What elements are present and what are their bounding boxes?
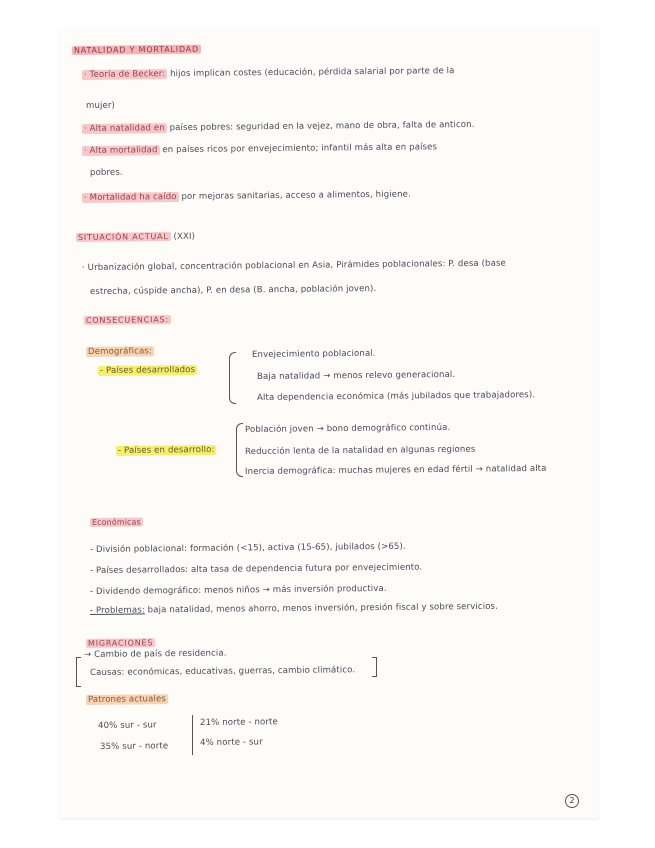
- migraciones-bracket-left: [76, 657, 81, 687]
- alta-natalidad-label: · Alta natalidad en: [83, 123, 165, 134]
- alta-mortalidad-text: en países ricos por envejecimiento; infantil más alta en países: [159, 142, 438, 156]
- economicas-line-3: - Dividendo demográfico: menos niños → más inversión productiva.: [89, 583, 387, 597]
- situacion-line-1: · Urbanización global, concentración poblacional en Asia, Pirámides poblacionales: P. desa (base: [81, 258, 506, 273]
- desarrollados-item-1: Envejecimiento poblacional.: [251, 348, 376, 360]
- patron-4: 4% norte - sur: [199, 737, 263, 748]
- alta-natalidad-text: países pobres: seguridad en la vejez, mano de obra, falta de anticon.: [166, 119, 475, 134]
- situacion-line-2: estrecha, cúspide ancha), P. en desa (B. ancha, población joven).: [89, 284, 377, 297]
- alta-mortalidad-label: · Alta mortalidad: [83, 145, 158, 156]
- becker-text: hijos implican costes (educación, pérdida salarial por parte de la: [167, 66, 455, 80]
- en-desarrollo-item-2: Reducción lenta de la natalidad en algunas regiones: [244, 444, 476, 457]
- becker-label: · Teoría de Becker:: [83, 69, 166, 80]
- patrones-heading: Patrones actuales: [87, 694, 166, 705]
- en-desarrollo-item-1: Población joven → bono demográfico continúa.: [244, 422, 451, 435]
- migraciones-line-1: → Cambio de país de residencia.: [83, 648, 227, 660]
- problemas-text: baja natalidad, menos ahorro, menos inversión, presión fiscal y sobre servicios.: [144, 601, 498, 616]
- natalidad-line-1-cont: mujer): [85, 100, 116, 111]
- situacion-heading-row: [76, 232, 195, 243]
- economicas-heading: Económicas: [91, 517, 141, 527]
- en-desarrollo-item-3: Inercia demográfica: muchas mujeres en edad fértil → natalidad alta: [244, 463, 547, 477]
- economicas-line-1: - División poblacional: formación (<15), activa (15-65), jubilados (>65).: [89, 541, 406, 555]
- migraciones-heading: MIGRACIONES: [87, 638, 154, 648]
- migraciones-line-2: Causas: económicas, educativas, guerras, cambio climático.: [89, 665, 356, 678]
- patron-3: 21% norte - norte: [199, 717, 278, 728]
- situacion-suffix: (XXI): [170, 231, 196, 243]
- patrones-divider: [192, 715, 193, 755]
- problemas-label: - Problemas:: [89, 605, 145, 616]
- patron-2: 35% sur - norte: [99, 741, 169, 752]
- desarrollados-item-2: Baja natalidad → menos relevo generacional.: [256, 369, 456, 382]
- natalidad-line-3-cont: pobres.: [89, 167, 123, 178]
- migraciones-bracket-right: [372, 657, 377, 677]
- situacion-heading: SITUACIÓN ACTUAL: [77, 232, 169, 242]
- page-title: NATALIDAD Y MORTALIDAD: [73, 44, 200, 55]
- desarrollados-label: - Países desarrollados: [99, 364, 196, 376]
- desarrollados-brace: [229, 352, 236, 404]
- mortalidad-text: por mejoras sanitarias, acceso a alimentos, higiene.: [178, 189, 411, 202]
- page-number: 2: [565, 794, 579, 808]
- desarrollados-item-3: Alta dependencia económica (más jubilados que trabajadores).: [256, 390, 536, 403]
- demograficas-heading: Demográficas:: [87, 346, 152, 357]
- consecuencias-heading: CONSECUENCIAS:: [85, 315, 169, 325]
- en-desarrollo-label: - Países en desarrollo:: [117, 444, 215, 456]
- en-desarrollo-brace: [236, 423, 243, 477]
- economicas-line-2: - Países desarrollados: alta tasa de dependencia futura por envejecimiento.: [89, 562, 423, 576]
- mortalidad-label: · Mortalidad ha caído: [83, 192, 177, 203]
- patron-1: 40% sur - sur: [97, 720, 157, 731]
